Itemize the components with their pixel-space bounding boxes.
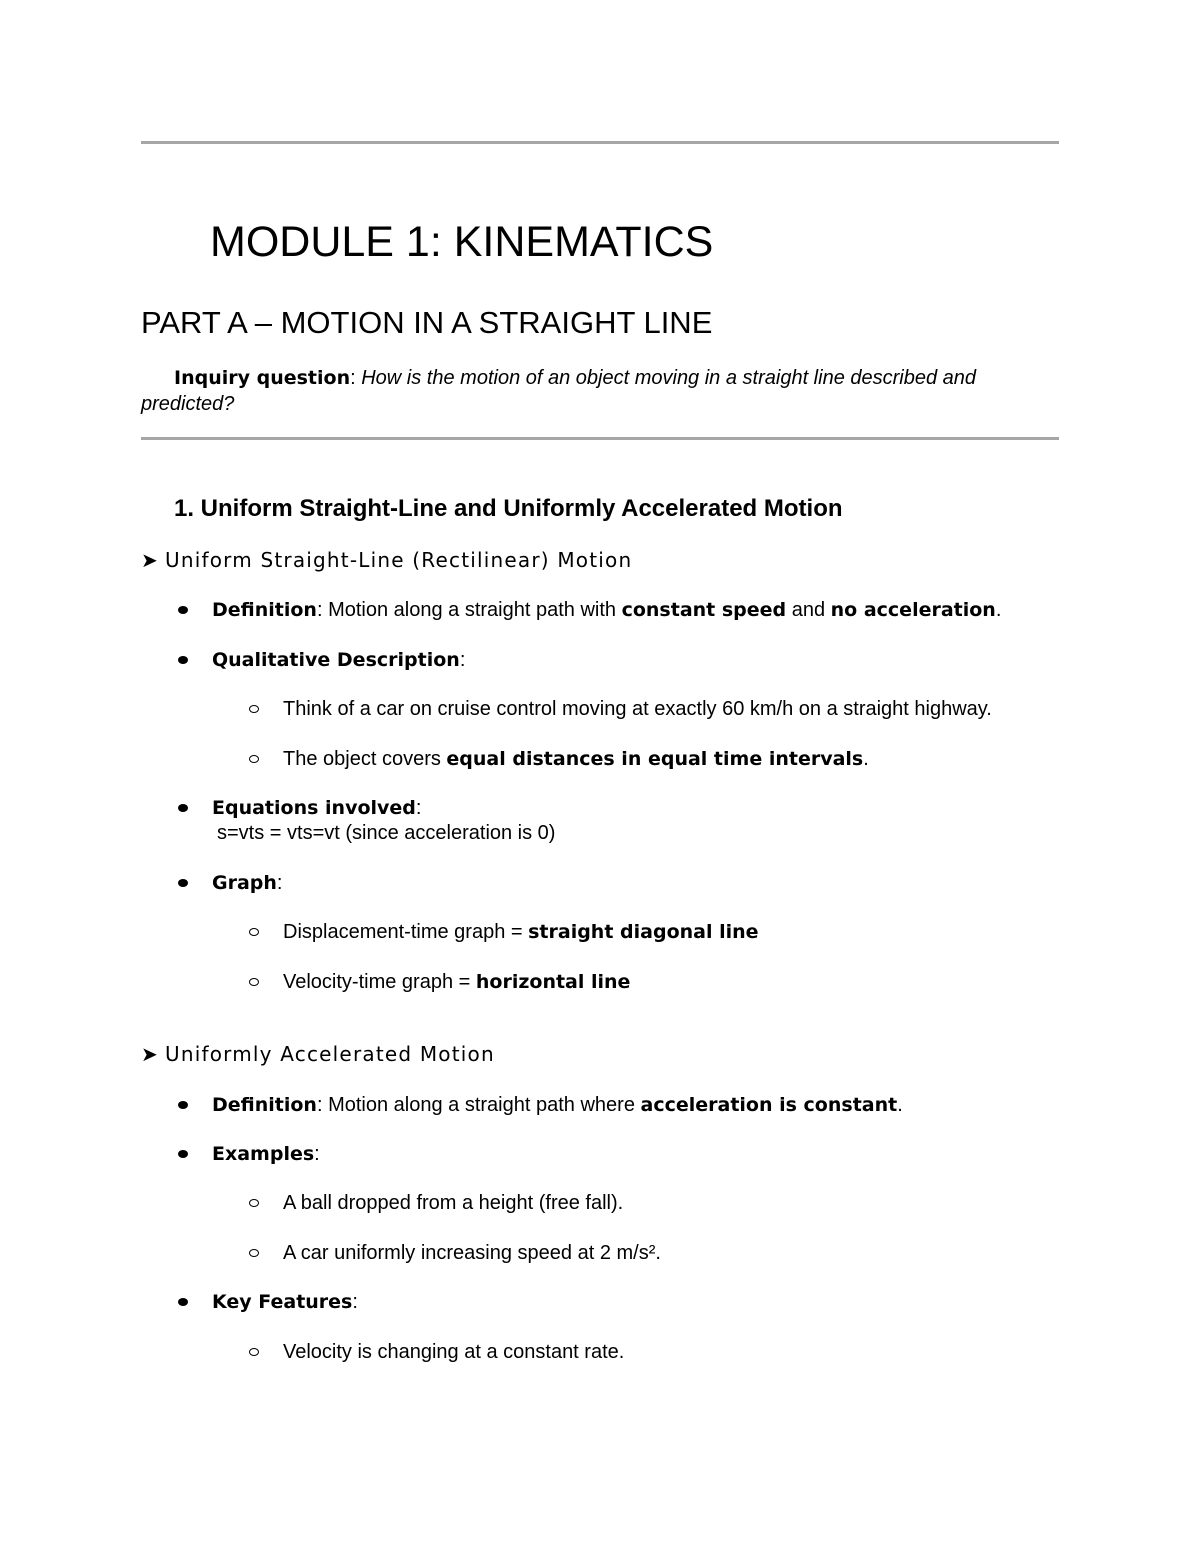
features-colon: : [352,1291,358,1313]
subitem-text: The object covers [283,748,447,770]
subheading-uniform-motion [141,547,632,573]
bullet-icon [178,1150,188,1158]
subitem-text-2: . [863,748,869,770]
equation-text: s=vts = vts=vt (since acceleration is 0) [217,822,556,844]
list-subitem [283,969,630,995]
equations-label: Equations involved [212,797,416,819]
bullet-icon [178,656,188,664]
arrow-bullet-icon: ➤ [141,1042,158,1066]
subheading-text: Uniformly Accelerated Motion [165,1042,495,1066]
definition-text: : Motion along a straight path with [316,599,622,621]
definition-text-3: . [995,599,1002,621]
definition-text-2: . [897,1094,903,1116]
subitem-bold: horizontal line [475,971,631,993]
circle-bullet-icon [249,1348,259,1356]
list-subitem: A car uniformly increasing speed at 2 m/s². [283,1242,661,1264]
top-divider [141,141,1059,144]
features-label: Key Features [212,1291,353,1313]
module-title: MODULE 1: KINEMATICS [210,218,714,266]
circle-bullet-icon [249,705,259,713]
list-item-examples [212,1141,320,1167]
list-subitem: Think of a car on cruise control moving at exactly 60 km/h on a straight highway. [283,698,992,720]
list-item-equations [212,795,421,821]
inquiry-label: Inquiry question [174,367,351,389]
list-item-key-features [212,1289,358,1315]
inquiry-question [141,365,1059,417]
subheading-accelerated-motion [141,1041,495,1067]
bullet-icon [178,606,188,614]
list-subitem: A ball dropped from a height (free fall). [283,1192,624,1214]
list-subitem [283,746,869,772]
list-item-graph [212,870,282,896]
list-subitem [283,919,759,945]
examples-label: Examples [212,1143,315,1165]
bullet-icon [178,1101,188,1109]
circle-bullet-icon [249,1199,259,1207]
subitem-bold: equal distances in equal time intervals [446,748,864,770]
circle-bullet-icon [249,1249,259,1257]
definition-text: : Motion along a straight path where [316,1094,641,1116]
examples-colon: : [314,1143,320,1165]
circle-bullet-icon [249,928,259,936]
qualitative-label: Qualitative Description [212,649,460,671]
section-title: 1. Uniform Straight-Line and Uniformly Accelerated Motion [174,495,843,522]
bullet-icon [178,879,188,887]
circle-bullet-icon [249,755,259,763]
list-item-definition [212,1092,903,1118]
bullet-icon [178,1298,188,1306]
bullet-icon [178,804,188,812]
qualitative-colon: : [459,649,466,671]
list-subitem: Velocity is changing at a constant rate. [283,1341,625,1363]
circle-bullet-icon [249,978,259,986]
list-item-definition [212,597,1001,623]
equations-colon: : [415,797,422,819]
inquiry-text: How is the motion of an object moving in a straight line described and predicted? [141,367,977,415]
definition-bold-2: no acceleration [830,599,996,621]
subitem-bold: straight diagonal line [528,921,759,943]
definition-bold: acceleration is constant [640,1094,898,1116]
graph-colon: : [276,872,283,894]
subheading-text: Uniform Straight-Line (Rectilinear) Motion [165,548,633,572]
definition-label: Definition [212,1094,317,1116]
definition-bold-1: constant speed [621,599,787,621]
inquiry-separator: : [350,367,362,389]
subitem-text: Displacement-time graph = [283,921,529,943]
part-title: PART A – MOTION IN A STRAIGHT LINE [141,305,713,340]
definition-text-2: and [786,599,831,621]
subitem-text: Velocity-time graph = [283,971,476,993]
section-divider [141,437,1059,440]
arrow-bullet-icon: ➤ [141,548,158,572]
graph-label: Graph [212,872,277,894]
definition-label: Definition [212,599,317,621]
list-item-qualitative [212,647,465,673]
